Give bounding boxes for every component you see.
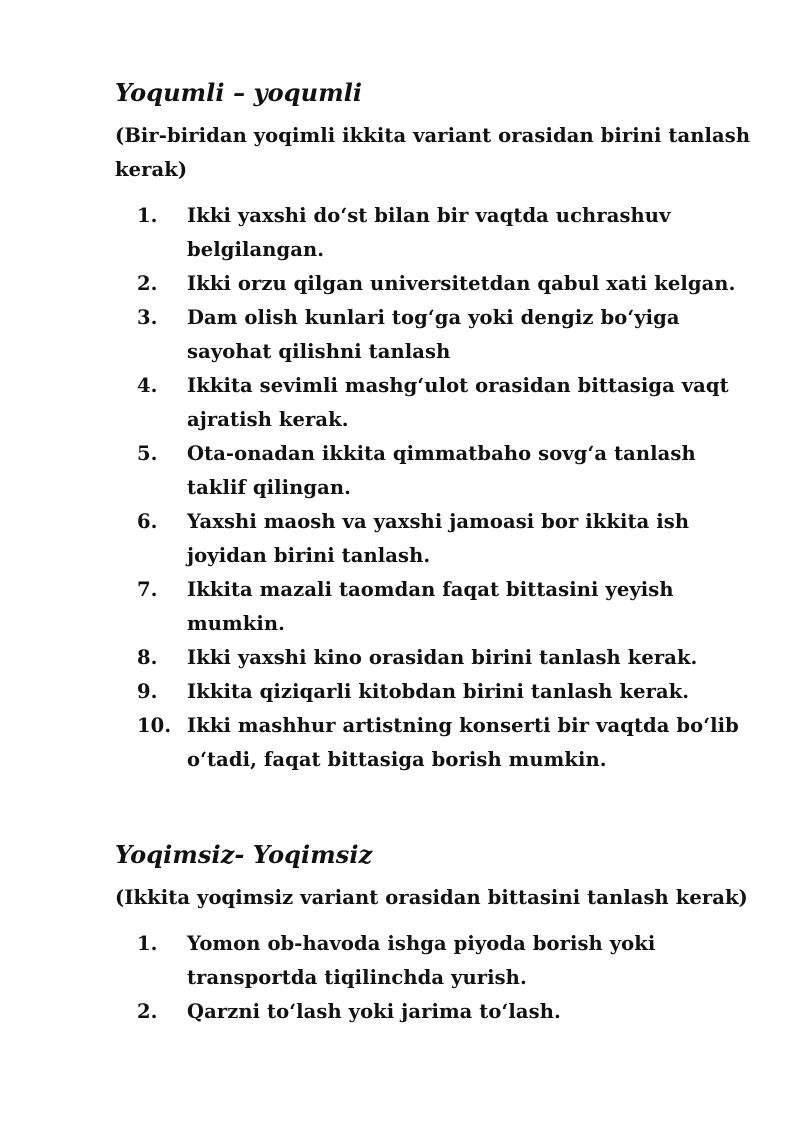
list-item [115,675,760,709]
section-title: Yoqimsiz- Yoqimsiz [115,840,373,869]
list-item [115,301,760,369]
item-text: Yaxshi maosh va yaxshi jamoasi bor ikkita ish joyidan birini tanlash. [187,510,690,567]
section-title: Yoqumli – yoqumli [115,78,363,107]
list-item [115,641,760,675]
item-text: Ikkita sevimli mashg‘ulot orasidan bittasiga vaqt ajratish kerak. [187,374,729,431]
section-note: (Bir-biridan yoqimli ikkita variant orasidan birini tanlash kerak) [115,124,751,181]
item-text: Qarzni to‘lash yoki jarima to‘lash. [187,1000,561,1023]
list-item [115,927,760,995]
item-number: 10. [137,714,172,737]
list-item [115,267,760,301]
section-pleasant-pleasant [115,77,760,777]
item-text: Ikki yaxshi do‘st bilan bir vaqtda uchrashuv belgilangan. [187,204,671,261]
list-item [115,437,760,505]
item-list [115,927,760,1029]
item-number: 2. [137,272,158,295]
item-number: 8. [137,646,158,669]
item-text: Yomon ob-havoda ishga piyoda borish yoki transportda tiqilinchda yurish. [187,932,656,989]
item-text: Ikkita mazali taomdan faqat bittasini yeyish mumkin. [187,578,674,635]
item-number: 1. [137,204,158,227]
item-number: 5. [137,442,158,465]
section-note: (Ikkita yoqimsiz variant orasidan bittasini tanlash kerak) [115,886,748,909]
list-item [115,505,760,573]
item-text: Ota-onadan ikkita qimmatbaho sovg‘a tanlash taklif qilingan. [187,442,696,499]
list-item [115,199,760,267]
item-number: 6. [137,510,158,533]
item-list [115,199,760,777]
list-item [115,573,760,641]
item-number: 1. [137,932,158,955]
item-number: 7. [137,578,158,601]
item-text: Ikki orzu qilgan universitetdan qabul xati kelgan. [187,272,736,295]
section-unpleasant-unpleasant [115,839,760,1029]
list-item [115,709,760,777]
item-text: Dam olish kunlari tog‘ga yoki dengiz bo‘yiga sayohat qilishni tanlash [187,306,680,363]
item-number: 3. [137,306,158,329]
item-text: Ikkita qiziqarli kitobdan birini tanlash kerak. [187,680,690,703]
item-text: Ikki mashhur artistning konserti bir vaqtda bo‘lib o‘tadi, faqat bittasiga borish mumkin. [187,714,739,771]
item-number: 2. [137,1000,158,1023]
list-item [115,369,760,437]
item-number: 9. [137,680,158,703]
item-text: Ikki yaxshi kino orasidan birini tanlash kerak. [187,646,698,669]
list-item [115,995,760,1029]
item-number: 4. [137,374,158,397]
